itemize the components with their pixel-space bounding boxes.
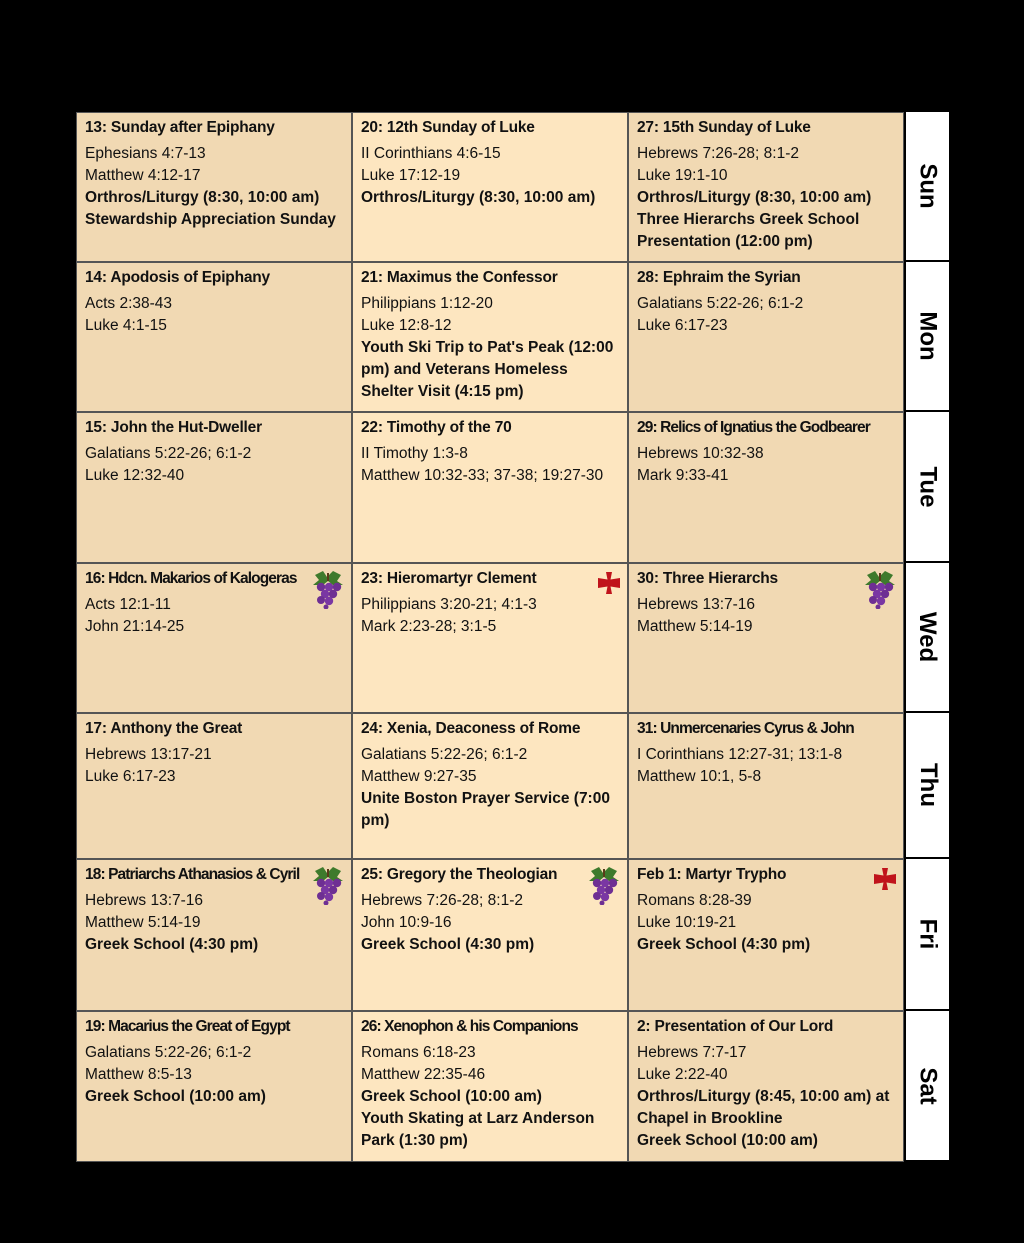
reading: Luke 4:1-15 xyxy=(85,317,167,334)
reading: Hebrews 13:7-16 xyxy=(85,892,204,909)
reading: Luke 12:8-12 xyxy=(361,317,452,334)
reading: Hebrews 13:7-16 xyxy=(637,596,756,613)
reading: Philippians 3:20-21; 4:1-3 xyxy=(361,596,537,613)
reading: Hebrews 7:26-28; 8:1-2 xyxy=(637,145,799,162)
reading: Luke 19:1-10 xyxy=(637,167,728,184)
day-cell xyxy=(352,112,628,262)
day-title: 26: Xenophon & his Companions xyxy=(361,1018,578,1035)
reading: John 21:14-25 xyxy=(85,618,185,635)
day-label-text: Wed xyxy=(914,611,942,663)
day-cell xyxy=(76,563,352,713)
reading: Galatians 5:22-26; 6:1-2 xyxy=(85,1044,252,1061)
reading: II Timothy 1:3-8 xyxy=(361,445,468,462)
day-title: 31: Unmercenaries Cyrus & John xyxy=(637,720,854,737)
grapes-icon xyxy=(585,865,623,912)
day-label-mon xyxy=(904,262,949,412)
event: Orthros/Liturgy (8:30, 10:00 am) xyxy=(637,189,872,206)
reading: Luke 10:19-21 xyxy=(637,914,737,931)
day-cell xyxy=(628,859,904,1011)
day-title: 21: Maximus the Confessor xyxy=(361,269,558,286)
reading: Romans 6:18-23 xyxy=(361,1044,476,1061)
day-title: 16: Hdcn. Makarios of Kalogeras xyxy=(85,570,297,587)
event: Orthros/Liturgy (8:30, 10:00 am) xyxy=(361,189,596,206)
day-cell xyxy=(352,1011,628,1162)
day-title: 17: Anthony the Great xyxy=(85,720,243,737)
reading: Luke 17:12-19 xyxy=(361,167,461,184)
day-cell xyxy=(352,412,628,563)
reading: Matthew 9:27-35 xyxy=(361,768,477,785)
day-label-text: Mon xyxy=(914,311,942,361)
day-cell xyxy=(352,859,628,1011)
day-label-text: Sun xyxy=(914,163,942,209)
day-title: 13: Sunday after Epiphany xyxy=(85,119,275,136)
day-title: 28: Ephraim the Syrian xyxy=(637,269,801,286)
reading: Galatians 5:22-26; 6:1-2 xyxy=(361,746,528,763)
day-title: 14: Apodosis of Epiphany xyxy=(85,269,270,286)
calendar-grid xyxy=(76,112,949,1162)
reading: Romans 8:28-39 xyxy=(637,892,752,909)
reading: Hebrews 10:32-38 xyxy=(637,445,764,462)
reading: Matthew 10:1, 5-8 xyxy=(637,768,762,785)
day-label-tue xyxy=(904,412,949,563)
reading: Matthew 4:12-17 xyxy=(85,167,201,184)
day-label-thu xyxy=(904,713,949,859)
event: Orthros/Liturgy (8:45, 10:00 am) at Chapel in Brookline xyxy=(637,1088,890,1127)
day-title: 27: 15th Sunday of Luke xyxy=(637,119,811,136)
reading: Luke 6:17-23 xyxy=(637,317,728,334)
day-cell xyxy=(628,713,904,859)
event: Orthros/Liturgy (8:30, 10:00 am) xyxy=(85,189,320,206)
day-label-fri xyxy=(904,859,949,1011)
day-cell xyxy=(352,563,628,713)
reading: Luke 2:22-40 xyxy=(637,1066,728,1083)
day-title: 24: Xenia, Deaconess of Rome xyxy=(361,720,581,737)
day-label-text: Thu xyxy=(914,763,942,807)
day-title: 29: Relics of Ignatius the Godbearer xyxy=(637,419,870,436)
reading: Hebrews 7:7-17 xyxy=(637,1044,747,1061)
day-cell xyxy=(76,1011,352,1162)
day-cell xyxy=(76,859,352,1011)
reading: I Corinthians 12:27-31; 13:1-8 xyxy=(637,746,843,763)
day-cell xyxy=(352,262,628,412)
reading: Mark 9:33-41 xyxy=(637,467,729,484)
day-label-wed xyxy=(904,563,949,713)
reading: Hebrews 7:26-28; 8:1-2 xyxy=(361,892,523,909)
cross-icon xyxy=(871,865,899,900)
reading: Mark 2:23-28; 3:1-5 xyxy=(361,618,497,635)
grapes-icon xyxy=(309,865,347,912)
reading: II Corinthians 4:6-15 xyxy=(361,145,501,162)
day-cell xyxy=(628,563,904,713)
event: Greek School (10:00 am) xyxy=(361,1088,542,1105)
day-title: 2: Presentation of Our Lord xyxy=(637,1018,834,1035)
event: Greek School (10:00 am) xyxy=(637,1132,818,1149)
day-cell xyxy=(628,262,904,412)
day-cell xyxy=(628,1011,904,1162)
reading: Luke 6:17-23 xyxy=(85,768,176,785)
event: Greek School (4:30 pm) xyxy=(85,936,259,953)
day-cell xyxy=(76,713,352,859)
day-label-sat xyxy=(904,1011,949,1162)
day-cell xyxy=(352,713,628,859)
day-title: 15: John the Hut-Dweller xyxy=(85,419,262,436)
reading: Matthew 8:5-13 xyxy=(85,1066,192,1083)
reading: Luke 12:32-40 xyxy=(85,467,185,484)
day-label-text: Sat xyxy=(914,1066,942,1105)
day-title: Feb 1: Martyr Trypho xyxy=(637,866,787,883)
reading: Matthew 22:35-46 xyxy=(361,1066,486,1083)
grapes-icon xyxy=(309,569,347,616)
day-title: 20: 12th Sunday of Luke xyxy=(361,119,535,136)
day-label-sun xyxy=(904,112,949,262)
reading: Acts 2:38-43 xyxy=(85,295,173,312)
event: Greek School (4:30 pm) xyxy=(361,936,535,953)
reading: Matthew 5:14-19 xyxy=(637,618,753,635)
event: Greek School (4:30 pm) xyxy=(637,936,811,953)
day-cell xyxy=(628,412,904,563)
reading: Matthew 5:14-19 xyxy=(85,914,201,931)
day-title: 30: Three Hierarchs xyxy=(637,570,778,587)
event: Three Hierarchs Greek School Presentation (12:00 pm) xyxy=(637,211,860,250)
reading: Galatians 5:22-26; 6:1-2 xyxy=(85,445,252,462)
day-cell xyxy=(76,112,352,262)
reading: John 10:9-16 xyxy=(361,914,452,931)
day-title: 18: Patriarchs Athanasios & Cyril xyxy=(85,866,300,883)
day-title: 22: Timothy of the 70 xyxy=(361,419,512,436)
day-label-text: Tue xyxy=(914,466,942,507)
reading: Ephesians 4:7-13 xyxy=(85,145,206,162)
event: Unite Boston Prayer Service (7:00 pm) xyxy=(361,790,610,829)
day-label-text: Fri xyxy=(914,918,942,950)
day-title: 19: Macarius the Great of Egypt xyxy=(85,1018,290,1035)
event: Youth Skating at Larz Anderson Park (1:30 pm) xyxy=(361,1110,595,1149)
day-title: 25: Gregory the Theologian xyxy=(361,866,558,883)
reading: Acts 12:1-11 xyxy=(85,596,171,613)
day-title: 23: Hieromartyr Clement xyxy=(361,570,537,587)
event: Greek School (10:00 am) xyxy=(85,1088,266,1105)
reading: Philippians 1:12-20 xyxy=(361,295,493,312)
day-cell xyxy=(76,412,352,563)
cross-icon xyxy=(595,569,623,604)
reading: Galatians 5:22-26; 6:1-2 xyxy=(637,295,804,312)
event: Youth Ski Trip to Pat's Peak (12:00 pm) and Veterans Homeless Shelter Visit (4:15 pm) xyxy=(361,339,614,400)
day-cell xyxy=(628,112,904,262)
reading: Hebrews 13:17-21 xyxy=(85,746,212,763)
reading: Matthew 10:32-33; 37-38; 19:27-30 xyxy=(361,467,604,484)
grapes-icon xyxy=(861,569,899,616)
event: Stewardship Appreciation Sunday xyxy=(85,211,336,228)
day-cell xyxy=(76,262,352,412)
